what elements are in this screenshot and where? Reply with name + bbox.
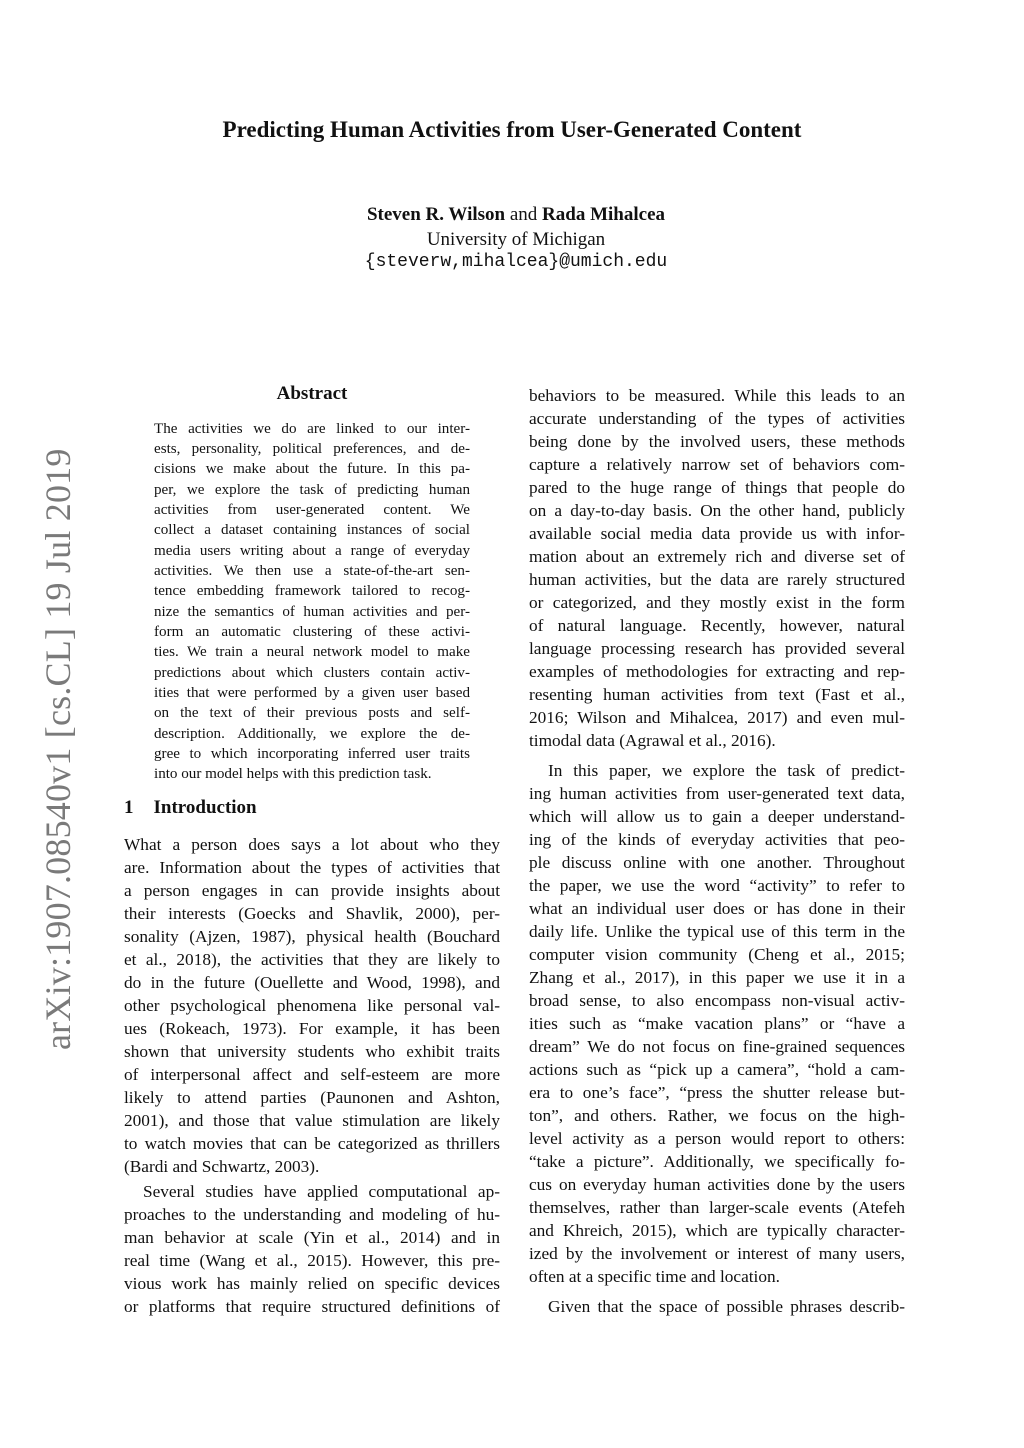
body-line: real time (Wang et al., 2015). However, this pre- <box>124 1251 500 1270</box>
body-line: human activities, but the data are rarely structured <box>529 570 905 589</box>
abstract-line: media users writing about a range of everyday <box>154 543 470 559</box>
body-line: of interpersonal affect and self-esteem are more <box>124 1065 500 1084</box>
abstract-line: gree to which incorporating inferred user traits <box>154 746 470 762</box>
body-line: do in the future (Ouellette and Wood, 1998), and <box>124 973 500 992</box>
abstract-line: form an automatic clustering of these activi- <box>154 624 470 640</box>
abstract-line: cisions we make about the future. In this pa- <box>154 461 470 477</box>
body-line: are. Information about the types of activities that <box>124 858 500 877</box>
arxiv-stamp: arXiv:1907.08540v1 [cs.CL] 19 Jul 2019 <box>38 448 78 1050</box>
abstract-line: per, we explore the task of predicting human <box>154 482 470 498</box>
abstract-heading: Abstract <box>276 383 348 404</box>
body-line: the paper, we use the word “activity” to refer to <box>529 876 905 895</box>
body-line: ized by the involvement or interest of many users, <box>529 1244 905 1263</box>
body-line: pared to the huge range of things that people do <box>529 478 905 497</box>
body-line: what an individual user does or has done in their <box>529 899 905 918</box>
body-line: man behavior at scale (Yin et al., 2014) and in <box>124 1228 500 1247</box>
body-line: 2001), and those that value stimulation are likely <box>124 1111 500 1130</box>
abstract-line: activities from user-generated content. We <box>154 502 470 518</box>
body-line: accurate understanding of the types of activities <box>529 409 905 428</box>
abstract-line: ests, personality, political preferences, and de- <box>154 441 470 457</box>
author-name: Steven R. Wilson <box>366 204 506 225</box>
body-line: resenting human activities from text (Fast et al., <box>529 685 905 704</box>
abstract-line: collect a dataset containing instances of social <box>154 522 470 538</box>
body-line: and Khreich, 2015), which are typically character- <box>529 1221 905 1240</box>
paper-title: Predicting Human Activities from User-Generated Content <box>222 117 802 142</box>
body-line: shown that university students who exhibit traits <box>124 1042 500 1061</box>
abstract-line: on the text of their previous posts and self- <box>154 705 470 721</box>
body-line: 2016; Wilson and Mihalcea, 2017) and even mul- <box>529 708 905 727</box>
author-email: {steverw,mihalcea}@umich.edu <box>364 252 668 272</box>
body-line: behaviors to be measured. While this leads to an <box>529 386 905 405</box>
body-line: often at a specific time and location. <box>529 1267 780 1286</box>
body-line: et al., 2018), the activities that they are likely to <box>124 950 500 969</box>
body-line: language processing research has provided several <box>529 639 905 658</box>
abstract-line: predictions about which clusters contain activ- <box>154 665 470 681</box>
abstract-line: activities. We then use a state-of-the-art sen- <box>154 563 470 579</box>
body-line: actions such as “pick up a camera”, “hold a cam- <box>529 1060 905 1079</box>
body-line: their interests (Goecks and Shavlik, 2000), per- <box>124 904 500 923</box>
body-line: dream” We do not focus on fine-grained sequences <box>529 1037 905 1056</box>
body-line: ing of the kinds of everyday activities that peo- <box>529 830 905 849</box>
body-line: cus on everyday human activities done by the users <box>529 1175 905 1194</box>
abstract-line: tence embedding framework tailored to recog- <box>154 583 470 599</box>
section-heading-introduction <box>124 797 257 819</box>
abstract-line: ities that were performed by a given user based <box>154 685 470 701</box>
body-line: likely to attend parties (Paunonen and Ashton, <box>124 1088 500 1107</box>
body-line: ues (Rokeach, 1973). For example, it has been <box>124 1019 500 1038</box>
body-line: available social media data provide us with infor- <box>529 524 905 543</box>
body-line: or categorized, and they mostly exist in the form <box>529 593 905 612</box>
author-connector: and <box>509 204 538 225</box>
body-line: (Bardi and Schwartz, 2003). <box>124 1157 320 1176</box>
body-line: Several studies have applied computational ap- <box>143 1182 500 1201</box>
abstract-line: into our model helps with this prediction task. <box>154 766 432 782</box>
body-line: to watch movies that can be categorized as thrillers <box>124 1134 500 1153</box>
body-line: proaches to the understanding and modeling of hu- <box>124 1205 500 1224</box>
body-line: vious work has mainly relied on specific devices <box>124 1274 500 1293</box>
body-line: sonality (Ajzen, 1987), physical health (Bouchard <box>124 927 500 946</box>
body-line: “take a picture”. Additionally, we specifically fo- <box>529 1152 905 1171</box>
body-line: level activity as a person would report to others: <box>529 1129 905 1148</box>
body-line: a person engages in can provide insights about <box>124 881 500 900</box>
body-line: What a person does says a lot about who they <box>124 835 500 854</box>
affiliation: University of Michigan <box>426 229 606 250</box>
abstract-line: nize the semantics of human activities and per- <box>154 604 470 620</box>
body-line: mation about an extremely rich and diverse set of <box>529 547 905 566</box>
body-line: examples of methodologies for extracting and rep- <box>529 662 905 681</box>
abstract-line: ties. We train a neural network model to make <box>154 644 470 660</box>
body-line: era to one’s face”, “press the shutter release but- <box>529 1083 905 1102</box>
body-line: broad sense, to also encompass non-visual activ- <box>529 991 905 1010</box>
body-line: computer vision community (Cheng et al., 2015; <box>529 945 905 964</box>
body-line: on a day-to-day basis. On the other hand, publicly <box>529 501 905 520</box>
body-line: ing human activities from user-generated text data, <box>529 784 905 803</box>
abstract-line: description. Additionally, we explore the de- <box>154 726 470 742</box>
section-number: 1 <box>124 797 134 818</box>
body-line: themselves, rather than larger-scale events (Atefeh <box>529 1198 905 1217</box>
body-line: other psychological phenomena like personal val- <box>124 996 500 1015</box>
body-line: or platforms that require structured definitions of <box>124 1297 500 1316</box>
body-line: ple discuss online with one another. Throughout <box>529 853 905 872</box>
body-line: being done by the involved users, these methods <box>529 432 905 451</box>
body-line: timodal data (Agrawal et al., 2016). <box>529 731 776 750</box>
section-title: Introduction <box>153 797 257 818</box>
author-name: Rada Mihalcea <box>542 204 666 225</box>
body-line: Given that the space of possible phrases describ- <box>548 1297 905 1316</box>
author-line <box>0 204 1024 226</box>
body-line: ton”, and others. Rather, we focus on the high- <box>529 1106 905 1125</box>
body-line: In this paper, we explore the task of predict- <box>548 761 905 780</box>
body-line: daily life. Unlike the typical use of this term in the <box>529 922 905 941</box>
body-line: which will allow us to gain a deeper understand- <box>529 807 905 826</box>
body-line: of natural language. Recently, however, natural <box>529 616 905 635</box>
abstract-line: The activities we do are linked to our inter- <box>154 421 470 437</box>
body-line: ities such as “make vacation plans” or “have a <box>529 1014 905 1033</box>
body-line: Zhang et al., 2017), in this paper we use it in a <box>529 968 905 987</box>
body-line: capture a relatively narrow set of behaviors com- <box>529 455 905 474</box>
